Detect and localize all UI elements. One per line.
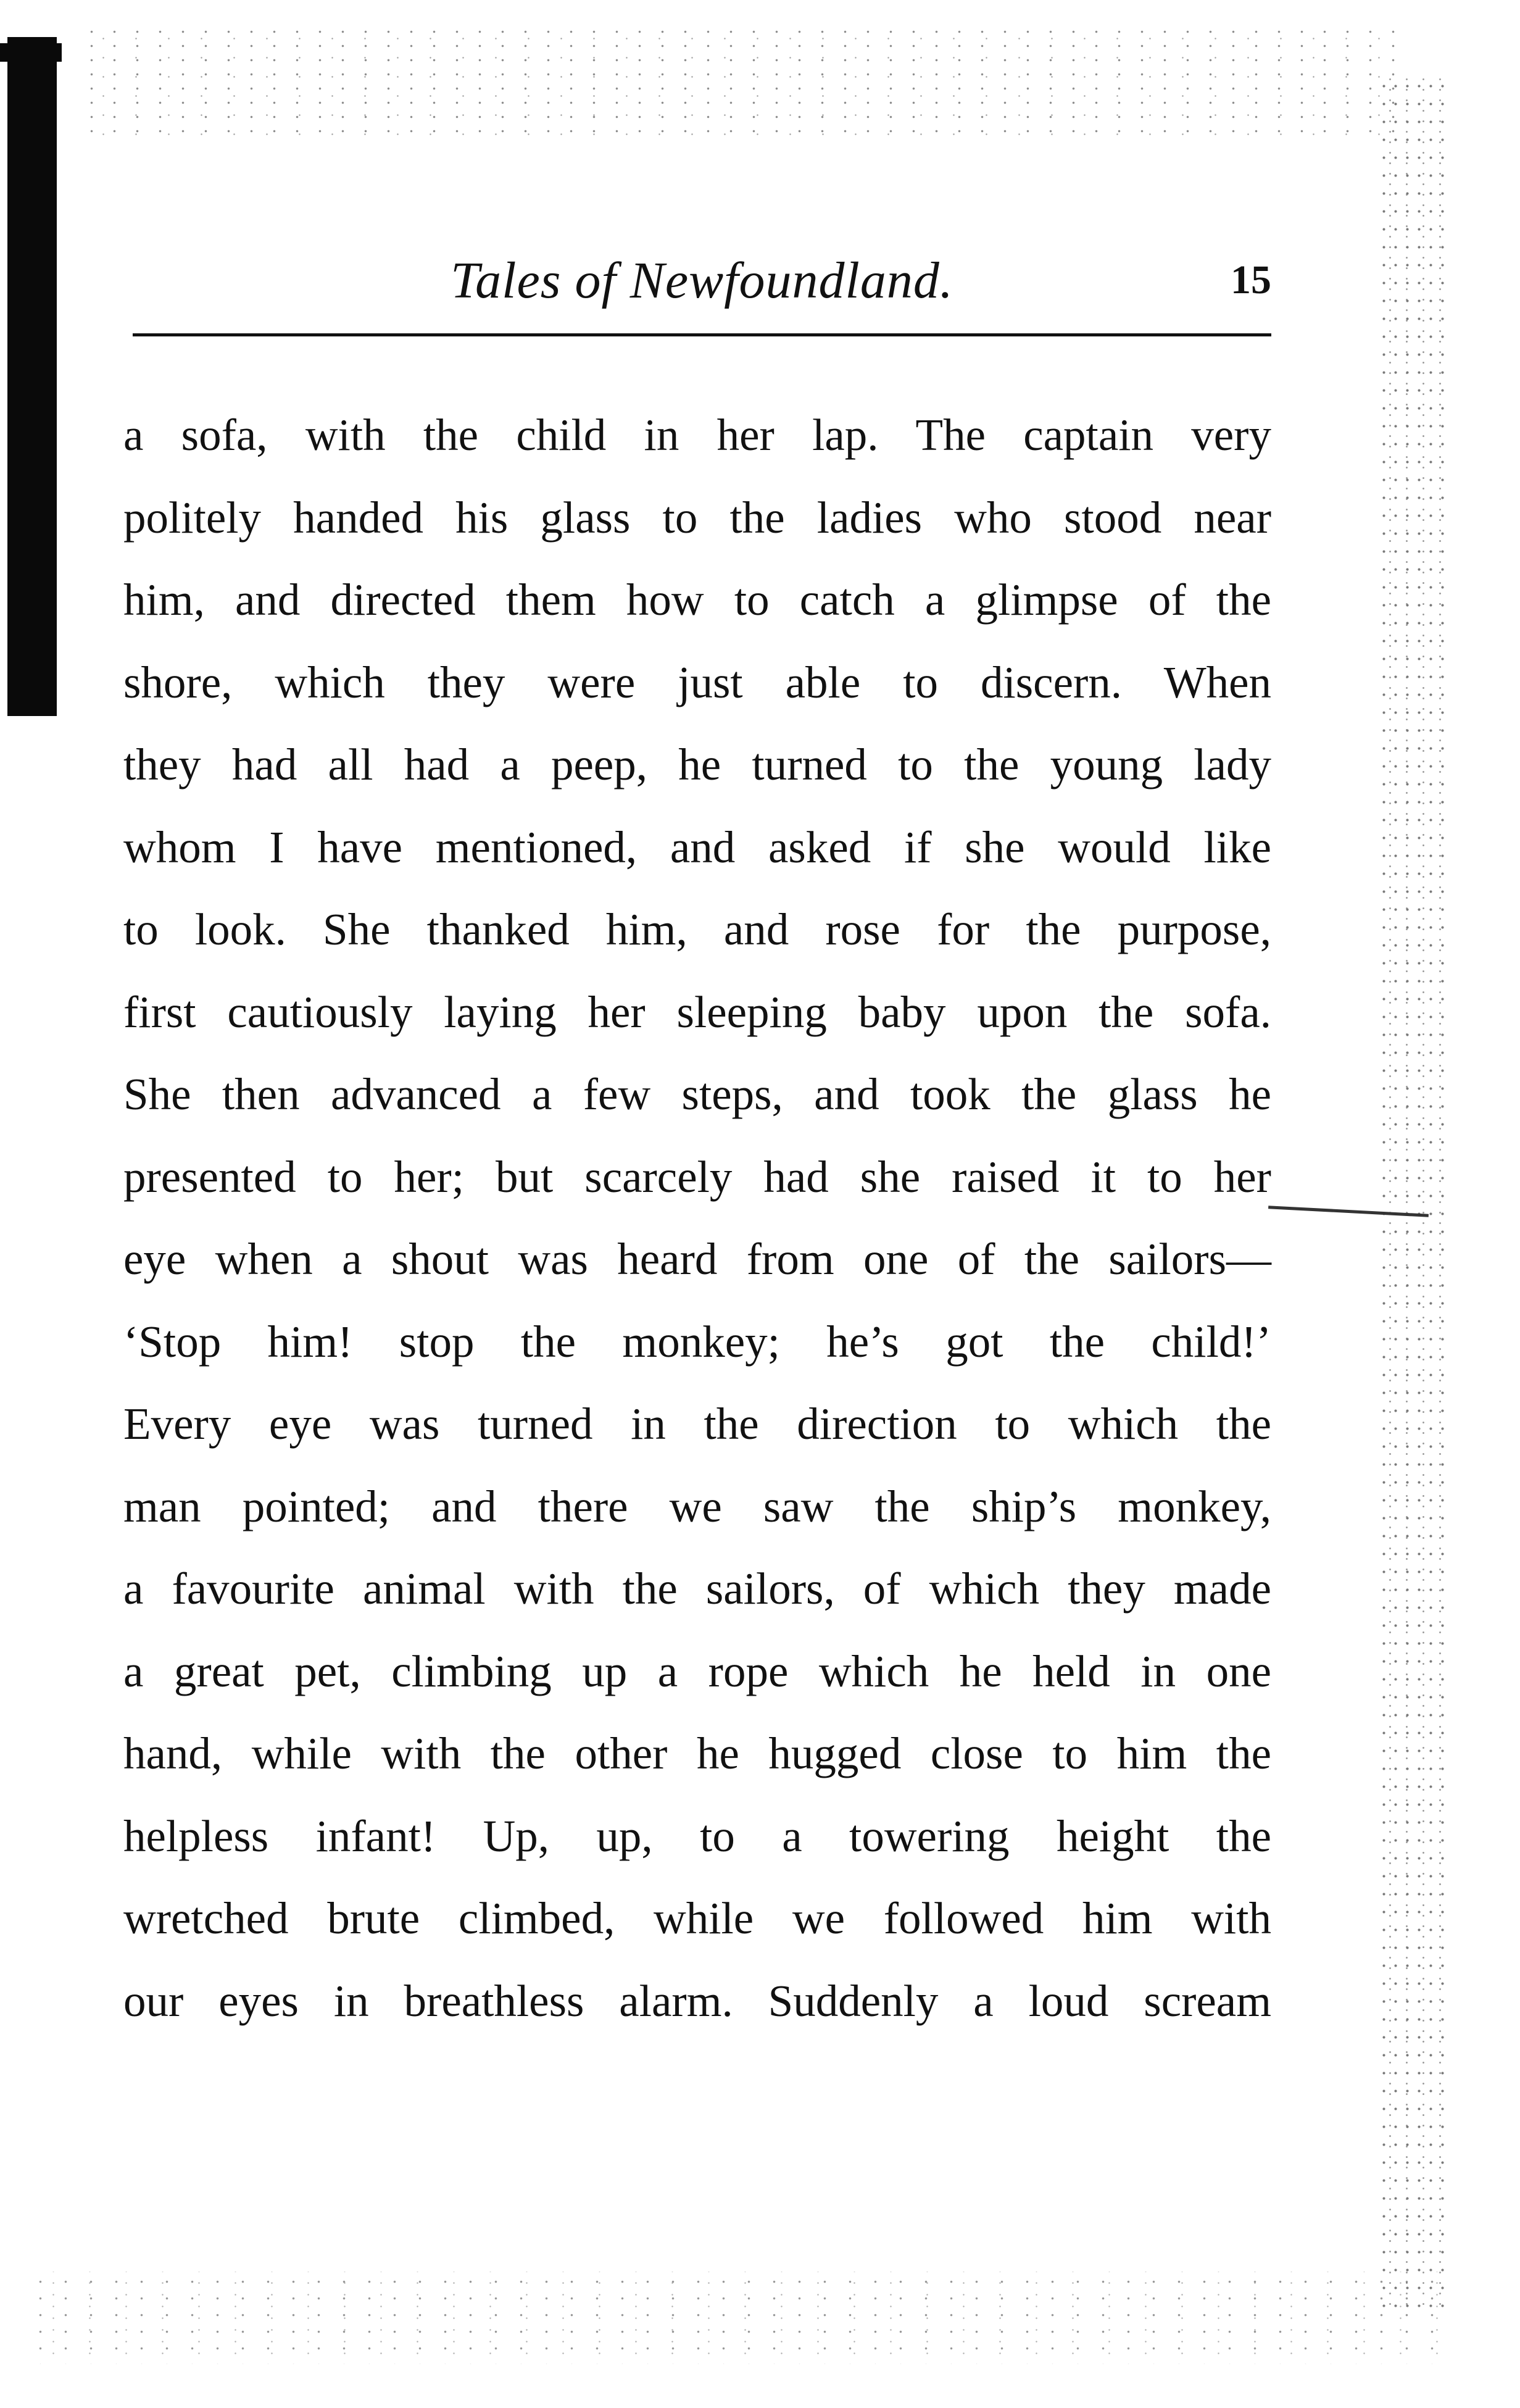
binding-notch — [0, 43, 62, 62]
page-header — [133, 252, 1271, 309]
text-line: helpless infant! Up, up, to a towering height the — [123, 1810, 1271, 1861]
text-line: a sofa, with the child in her lap. The captain very — [123, 410, 1271, 460]
text-line: presented to her; but scarcely had she raised it to her — [123, 1151, 1271, 1202]
text-line: whom I have mentioned, and asked if she would like — [123, 822, 1271, 872]
text-line: eye when a shout was heard from one of the sailors— — [123, 1234, 1271, 1284]
text-line: Every eye was turned in the direction to which the — [123, 1399, 1271, 1449]
header-rule — [133, 333, 1271, 336]
text-line: ‘Stop him! stop the monkey; he’s got the child!’ — [123, 1316, 1271, 1367]
text-line: She then advanced a few steps, and took the glass he — [123, 1069, 1271, 1119]
scan-noise-top — [80, 25, 1407, 136]
text-line: hand, while with the other he hugged close to him the — [123, 1728, 1271, 1778]
text-line: our eyes in breathless alarm. Suddenly a loud scream — [123, 1975, 1271, 2026]
text-line: to look. She thanked him, and rose for the purpose, — [123, 904, 1271, 954]
text-line: a great pet, climbing up a rope which he held in one — [123, 1646, 1271, 1696]
body-text — [123, 404, 1271, 2052]
text-line: wretched brute climbed, while we followed him with — [123, 1893, 1271, 1943]
text-line: they had all had a peep, he turned to the young lady — [123, 739, 1271, 789]
scan-noise-bottom — [25, 2272, 1444, 2364]
text-line: first cautiously laying her sleeping baby upon the sofa. — [123, 986, 1271, 1037]
text-line: him, and directed them how to catch a glimpse of the — [123, 575, 1271, 625]
page-number: 15 — [1231, 257, 1271, 302]
text-line: a favourite animal with the sailors, of which they made — [123, 1564, 1271, 1614]
text-line: shore, which they were just able to discern. When — [123, 657, 1271, 707]
text-line: politely handed his glass to the ladies who stood near — [123, 492, 1271, 543]
running-title: Tales of Newfoundland. — [451, 252, 953, 309]
scan-noise-right — [1376, 74, 1444, 2309]
binding-shadow — [7, 37, 57, 716]
text-line: man pointed; and there we saw the ship’s monkey, — [123, 1481, 1271, 1531]
